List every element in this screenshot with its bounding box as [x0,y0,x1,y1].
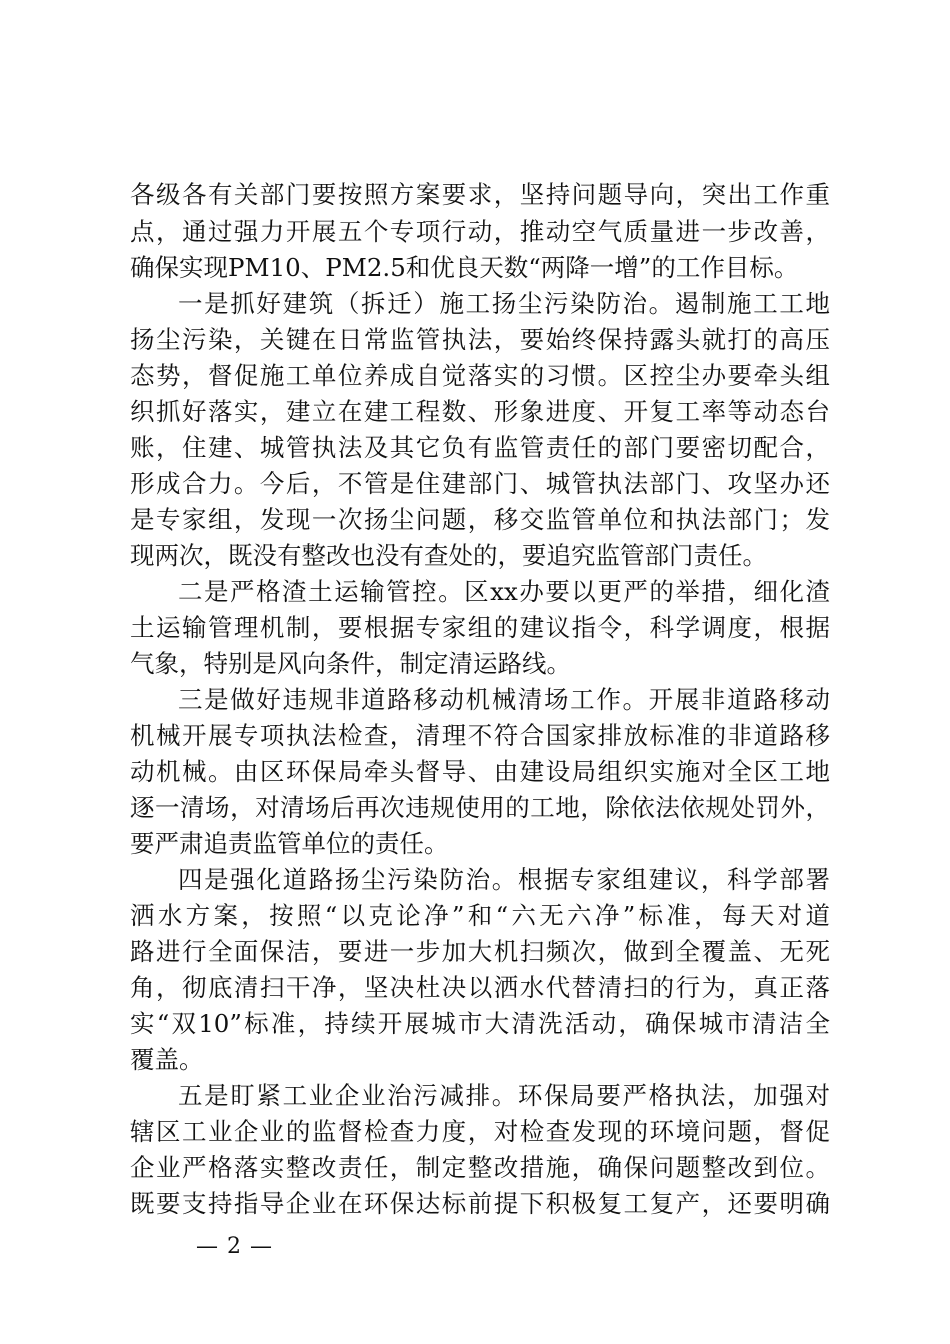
text-line: 是专家组，发现一次扬尘问题，移交监管单位和执法部门；发 [130,505,830,534]
page-number: — 2 — [196,1234,273,1259]
text-line: 企业严格落实整改责任，制定整改措施，确保问题整改到位。 [130,1153,830,1182]
text-line: 土运输管理机制，要根据专家组的建议指令，科学调度，根据 [130,613,830,642]
text-line: 动机械。由区环保局牵头督导、由建设局组织实施对全区工地 [130,757,830,786]
text-line: 扬尘污染，关键在日常监管执法，要始终保持露头就打的高压 [130,325,830,354]
text-line: 路进行全面保洁，要进一步加大机扫频次，做到全覆盖、无死 [130,937,830,966]
text-line: 既要支持指导企业在环保达标前提下积极复工复产，还要明确 [130,1189,830,1218]
paragraph-start-line: 三是做好违规非道路移动机械清场工作。开展非道路移动 [178,685,830,714]
text-line: 织抓好落实，建立在建工程数、形象进度、开复工率等动态台 [130,397,830,426]
text-line: 洒水方案，按照“以克论净”和“六无六净”标准，每天对道 [130,901,830,930]
text-line: 形成合力。今后，不管是住建部门、城管执法部门、攻坚办还 [130,469,830,498]
text-line: 现两次，既没有整改也没有查处的，要追究监管部门责任。 [130,541,767,570]
text-line: 辖区工业企业的监督检查力度，对检查发现的环境问题，督促 [130,1117,830,1146]
text-line: 要严肃追责监管单位的责任。 [130,829,449,858]
text-line: 态势，督促施工单位养成自觉落实的习惯。区控尘办要牵头组 [130,361,830,390]
text-line: 实“双10”标准，持续开展城市大清洗活动，确保城市清洁全 [130,1009,830,1038]
text-line: 点，通过强力开展五个专项行动，推动空气质量进一步改善， [130,217,830,246]
text-line: 机械开展专项执法检查，清理不符合国家排放标准的非道路移 [130,721,830,750]
paragraph-start-line: 二是严格渣土运输管控。区xx办要以更严的举措，细化渣 [178,577,830,606]
paragraph-start-line: 五是盯紧工业企业治污减排。环保局要严格执法，加强对 [178,1081,830,1110]
text-line: 气象，特别是风向条件，制定清运路线。 [130,649,571,678]
paragraph-start-line: 四是强化道路扬尘污染防治。根据专家组建议，科学部署 [178,865,830,894]
text-line: 逐一清场，对清场后再次违规使用的工地，除依法依规处罚外， [130,793,830,822]
text-line: 账，住建、城管执法及其它负有监管责任的部门要密切配合， [130,433,830,462]
paragraph-start-line: 一是抓好建筑（拆迁）施工扬尘污染防治。遏制施工工地 [178,289,830,318]
text-line: 各级各有关部门要按照方案要求，坚持问题导向，突出工作重 [130,180,830,209]
text-line: 确保实现PM10、PM2.5和优良天数“两降一增”的工作目标。 [130,253,799,282]
text-line: 覆盖。 [130,1045,204,1074]
text-line: 角，彻底清扫干净，坚决杜决以洒水代替清扫的行为，真正落 [130,973,830,1002]
